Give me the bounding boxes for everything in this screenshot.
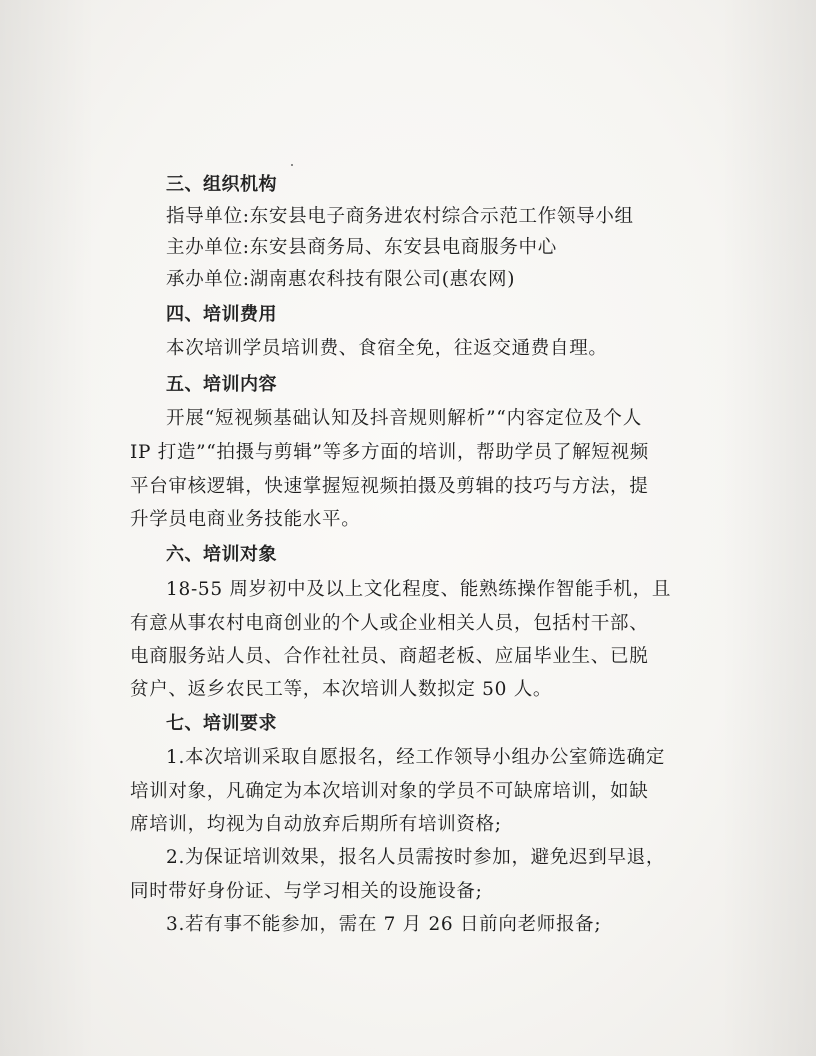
paragraph-line: 有意从事农村电商创业的个人或企业相关人员，包括村干部、 [130,613,649,634]
section-heading-trainees: 六、培训对象 [166,544,277,565]
paragraph-line: 承办单位:湖南惠农科技有限公司(惠农网) [166,269,516,290]
paragraph-line: 本次培训学员培训费、食宿全免，往返交通费自理。 [166,338,608,359]
paragraph-line: 指导单位:东安县电子商务进农村综合示范工作领导小组 [166,206,634,227]
paragraph-line: 席培训，均视为自动放弃后期所有培训资格; [130,814,502,835]
paragraph-line: 2.为保证培训效果，报名人员需按时参加，避免迟到早退， [166,847,666,868]
paragraph-line: 18-55 周岁初中及以上文化程度、能熟练操作智能手机，且 [166,579,672,600]
paragraph-line: 主办单位:东安县商务局、东安县电商服务中心 [166,237,557,258]
section-heading-fees: 四、培训费用 [166,304,277,325]
section-heading-organization: 三、组织机构 [166,174,277,195]
paragraph-line: 同时带好身份证、与学习相关的设施设备; [130,881,483,902]
paragraph-line: 贫户、返乡农民工等，本次培训人数拟定 50 人。 [130,679,553,700]
paragraph-line: 培训对象，凡确定为本次培训对象的学员不可缺席培训，如缺 [130,781,649,802]
paragraph-line: 平台审核逻辑，快速掌握短视频拍摄及剪辑的技巧与方法，提 [130,476,649,497]
paragraph-line: 电商服务站人员、合作社社员、商超老板、应届毕业生、已脱 [130,646,649,667]
paragraph-line: IP 打造”“拍摄与剪辑”等多方面的培训，帮助学员了解短视频 [130,442,650,463]
section-heading-content: 五、培训内容 [166,374,277,395]
paragraph-line: 3.若有事不能参加，需在 7 月 26 日前向老师报备; [166,914,602,935]
paragraph-line: 升学员电商业务技能水平。 [130,509,361,530]
paragraph-line: 开展“短视频基础认知及抖音规则解析”“内容定位及个人 [166,408,642,429]
section-heading-requirements: 七、培训要求 [166,713,277,734]
paragraph-line: 1.本次培训采取自愿报名，经工作领导小组办公室筛选确定 [166,747,666,768]
